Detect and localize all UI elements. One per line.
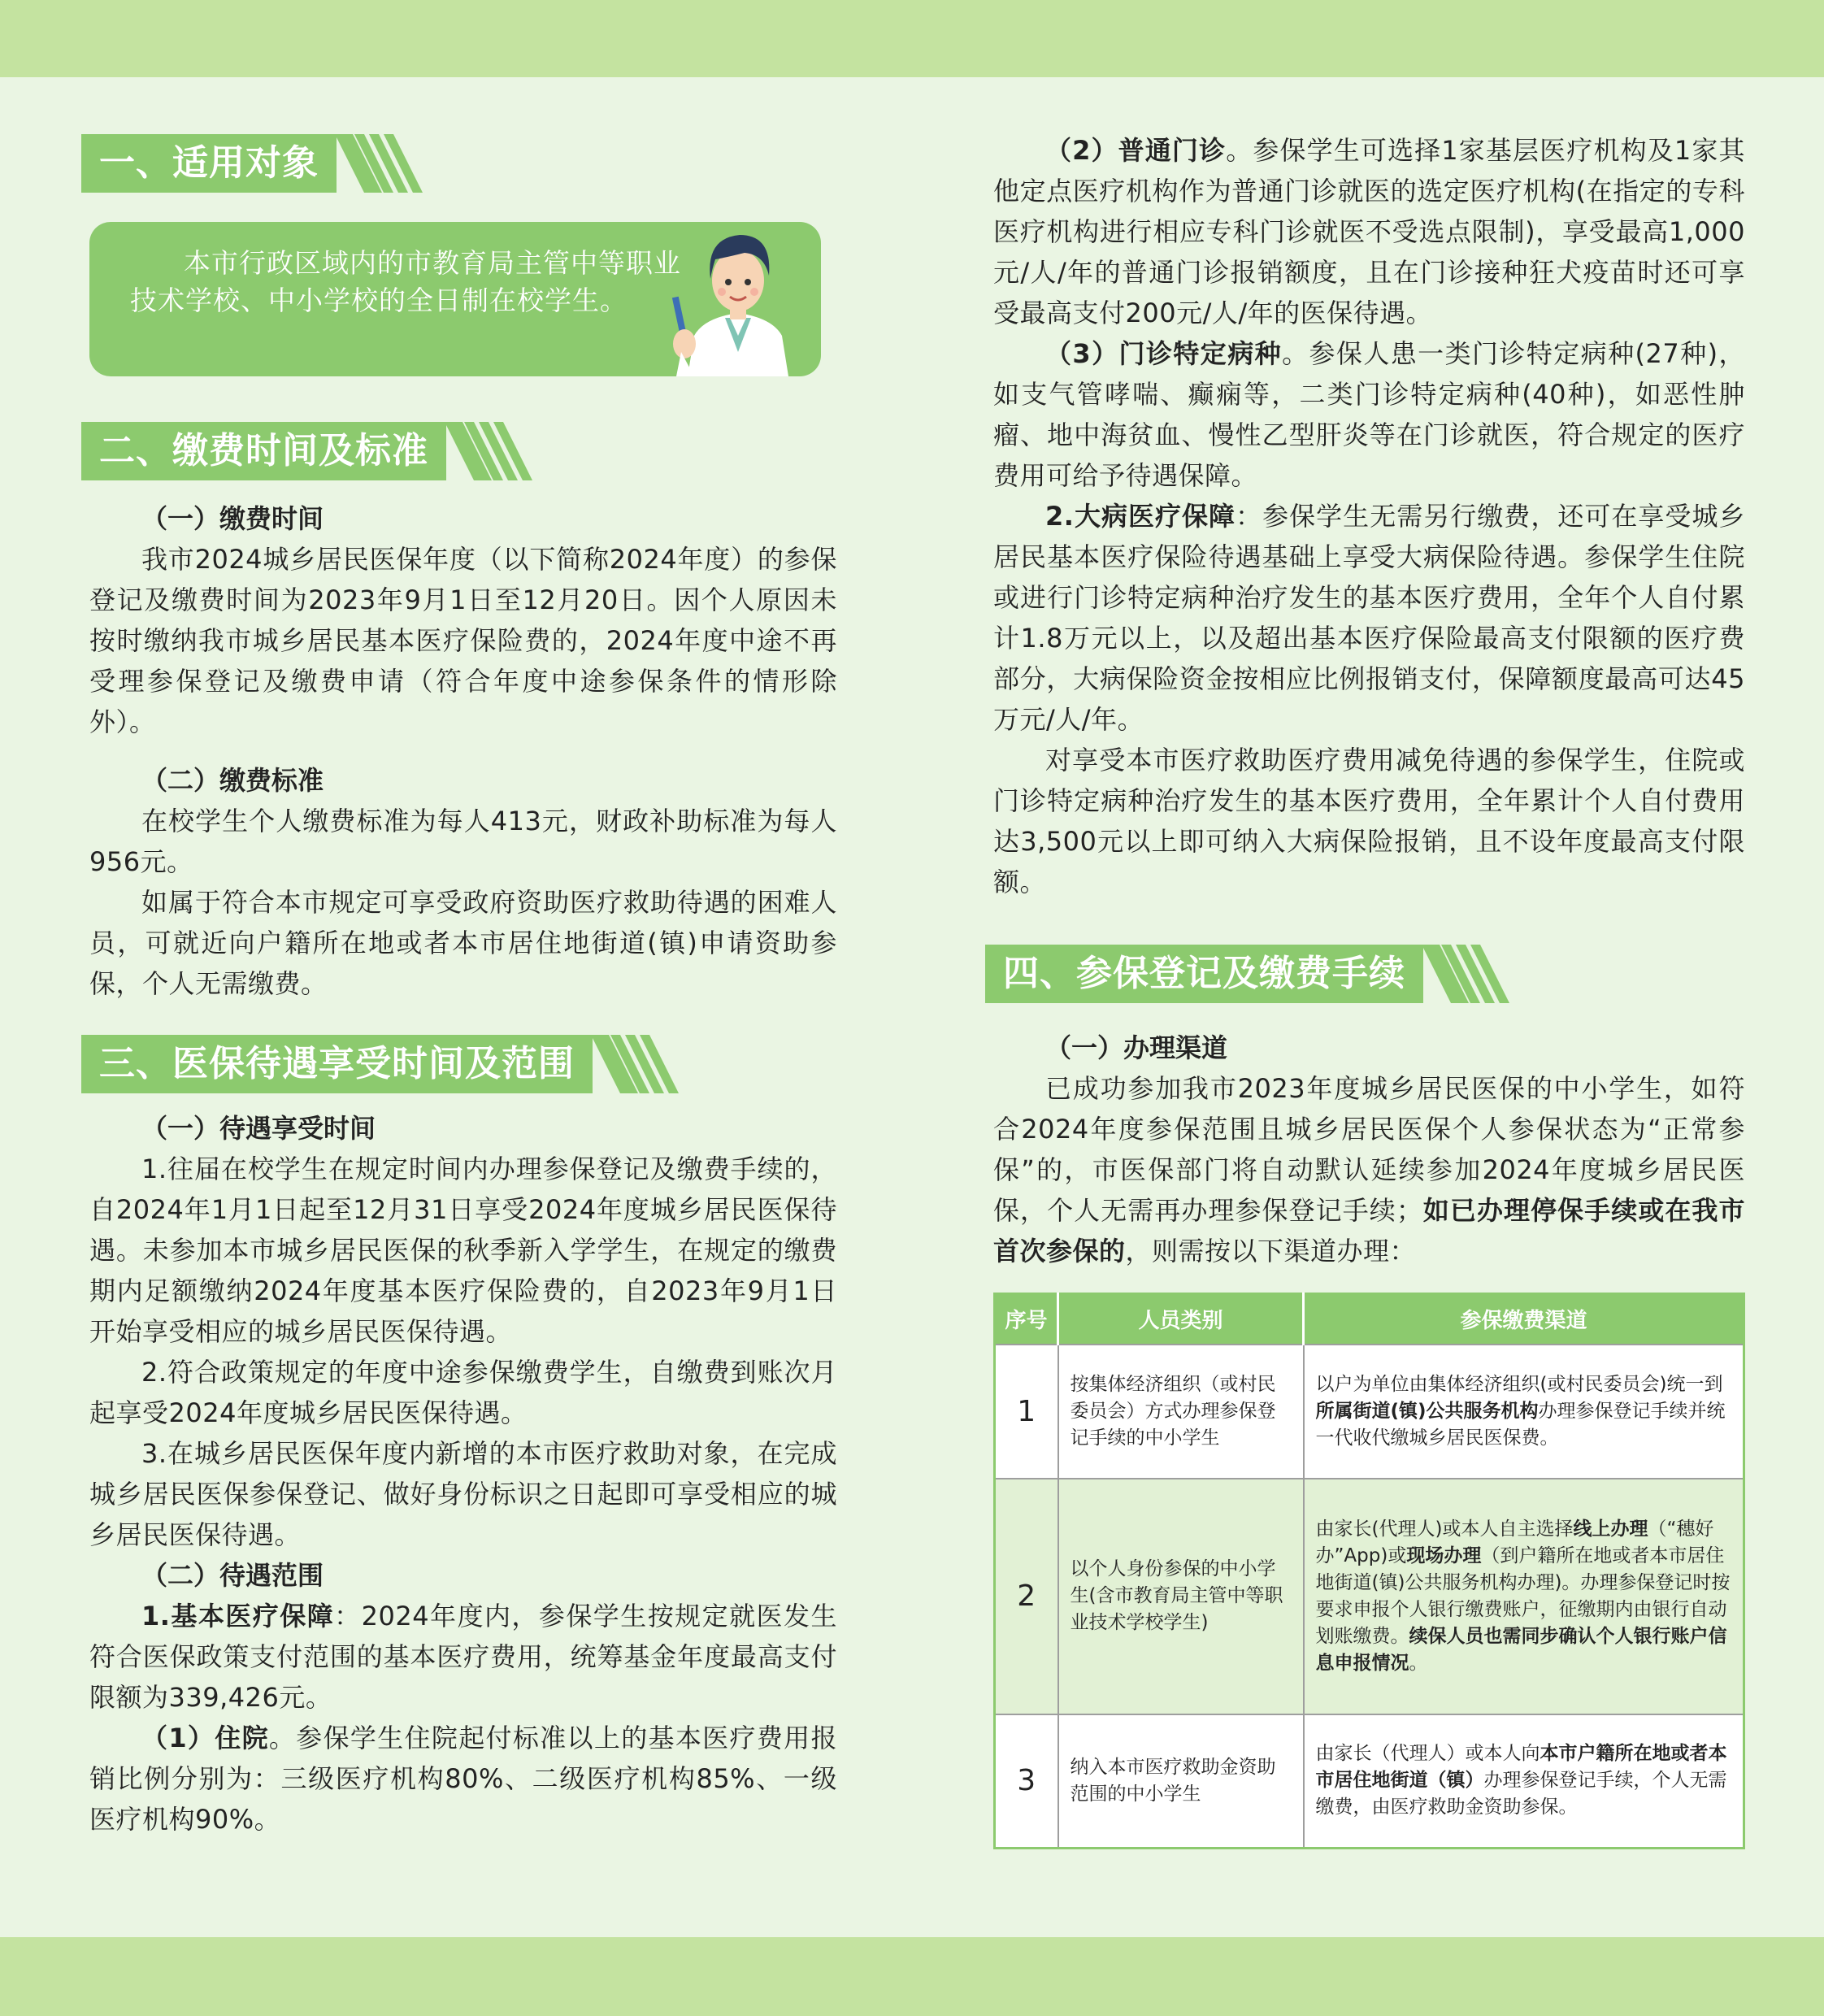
paragraph: （3）门诊特定病种。参保人患一类门诊特定病种(27种)，如支气管哮喘、癫痫等，二类门诊特定病种(40种)，如恶性肿瘤、地中海贫血、慢性乙型肝炎等在门诊就医，符合规定的医疗费用可给予待遇保障。 (993, 338, 1745, 491)
paragraph: 2.大病医疗保障：参保学生无需另行缴费，还可在享受城乡居民基本医疗保险待遇基础上享受大病保险待遇。参保学生住院或进行门诊特定病种治疗发生的基本医疗费用，全年个人自付累计1.8万元以上，以及超出基本医疗保险最高支付限额的医疗费部分，大病保险资金按相应比例报销支付，保障额度最高可达45万元/人/年。 (993, 501, 1745, 735)
subheading: （一）待遇享受时间 (141, 1113, 376, 1144)
stripes-decoration-icon (1422, 945, 1519, 1003)
stripes-decoration-icon (335, 134, 424, 193)
paragraph: 3.在城乡居民医保年度内新增的本市医疗救助对象，在完成城乡居民医保参保登记、做好身份标识之日起即可享受相应的城乡居民医保待遇。 (89, 1438, 837, 1550)
subheading: （一）办理渠道 (1045, 1032, 1228, 1063)
table-header-row (995, 1294, 1744, 1345)
header-cell: 人员类别 (1058, 1294, 1304, 1345)
section-title: 三、医保待遇享受时间及范围 (81, 1035, 593, 1093)
paragraph: 我市2024城乡居民医保年度（以下简称2024年度）的参保登记及缴费时间为2023年9月1日至12月20日。因个人原因未按时缴纳我市城乡居民基本医疗保险费的，2024年度中途不再受理参保登记及缴费申请（符合年度中途参保条件的情形除外）。 (89, 544, 837, 737)
stripes-decoration-icon (445, 422, 542, 480)
row-number: 2 (995, 1479, 1058, 1714)
channel-description: 由家长（代理人）或本人向本市户籍所在地或者本市居住地街道（镇）办理参保登记手续，个人无需缴费，由医疗救助金资助参保。 (1304, 1714, 1744, 1849)
row-number: 1 (995, 1345, 1058, 1479)
table-row (995, 1479, 1744, 1714)
paragraph: 在校学生个人缴费标准为每人413元，财政补助标准为每人956元。 (89, 806, 837, 877)
header-cell: 参保缴费渠道 (1304, 1294, 1744, 1345)
table-row (995, 1345, 1744, 1479)
section-title: 四、参保登记及缴费手续 (985, 945, 1423, 1003)
stripes-decoration-icon (591, 1035, 688, 1093)
channel-description: 以户为单位由集体经济组织(或村民委员会)统一到所属街道(镇)公共服务机构办理参保登记手续并统一代收代缴城乡居民医保费。 (1304, 1345, 1744, 1479)
section-header-3 (81, 1035, 837, 1093)
person-category: 按集体经济组织（或村民委员会）方式办理参保登记手续的中小学生 (1058, 1345, 1304, 1479)
section-title: 一、适用对象 (81, 134, 337, 193)
right-column (993, 130, 1745, 1849)
paragraph: （2）普通门诊。参保学生可选择1家基层医疗机构及1家其他定点医疗机构作为普通门诊就医的选定医疗机构(在指定的专科医疗机构进行相应专科门诊就医不受选点限制)，享受最高1,000元/人/年的普通门诊报销额度，且在门诊接种狂犬疫苗时还可享受最高支付200元/人/年的医保待遇。 (993, 135, 1745, 328)
paragraph: 2.符合政策规定的年度中途参保缴费学生，自缴费到账次月起享受2024年度城乡居民医保待遇。 (89, 1357, 837, 1428)
eligibility-card (89, 222, 821, 376)
paragraph: 对享受本市医疗救助医疗费用减免待遇的参保学生，住院或门诊特定病种治疗发生的基本医疗费用，全年累计个人自付费用达3,500元以上即可纳入大病保险报销，且不设年度最高支付限额。 (993, 745, 1745, 897)
table-row (995, 1714, 1744, 1849)
paragraph: （1）住院。参保学生住院起付标准以上的基本医疗费用报销比例分别为：三级医疗机构80%、二级医疗机构85%、一级医疗机构90%。 (89, 1723, 837, 1835)
left-column (89, 134, 837, 1840)
subheading: （二）缴费标准 (141, 765, 324, 796)
top-band (0, 0, 1824, 77)
subheading: （一）缴费时间 (141, 503, 324, 534)
channels-table (993, 1293, 1745, 1849)
bottom-band (0, 1937, 1824, 2016)
person-category: 纳入本市医疗救助金资助范围的中小学生 (1058, 1714, 1304, 1849)
paragraph: 已成功参加我市2023年度城乡居民医保的中小学生，如符合2024年度参保范围且城乡居民医保个人参保状态为“正常参保”的，市医保部门将自动默认延续参加2024年度城乡居民医保，个人无需再办理参保登记手续；如已办理停保手续或在我市首次参保的，则需按以下渠道办理： (993, 1073, 1745, 1267)
channel-description: 由家长(代理人)或本人自主选择线上办理（“穗好办”App)或现场办理（到户籍所在地或者本市居住地街道(镇)公共服务机构办理)。办理参保登记时按要求申报个人银行缴费账户，征缴期内由银行自动划账缴费。续保人员也需同步确认个人银行账户信息申报情况。 (1304, 1479, 1744, 1714)
paragraph: 1.往届在校学生在规定时间内办理参保登记及缴费手续的，自2024年1月1日起至12月31日享受2024年度城乡居民医保待遇。未参加本市城乡居民医保的秋季新入学学生，在规定的缴费期内足额缴纳2024年度基本医疗保险费的，自2023年9月1日开始享受相应的城乡居民医保待遇。 (89, 1154, 837, 1347)
section-header-1 (81, 134, 837, 193)
doctor-illustration-icon (665, 222, 811, 376)
paragraph: 1.基本医疗保障：2024年度内，参保学生按规定就医发生符合医保政策支付范围的基本医疗费用，统筹基金年度最高支付限额为339,426元。 (89, 1601, 837, 1713)
eligibility-text: 本市行政区域内的市教育局主管中等职业技术学校、中小学校的全日制在校学生。 (130, 247, 681, 316)
person-category: 以个人身份参保的中小学生(含市教育局主管中等职业技术学校学生) (1058, 1479, 1304, 1714)
row-number: 3 (995, 1714, 1058, 1849)
section-title: 二、缴费时间及标准 (81, 422, 446, 480)
paragraph: 如属于符合本市规定可享受政府资助医疗救助待遇的困难人员，可就近向户籍所在地或者本市居住地街道(镇)申请资助参保，个人无需缴费。 (89, 887, 837, 999)
header-cell: 序号 (995, 1294, 1058, 1345)
subheading: （二）待遇范围 (141, 1560, 324, 1591)
section-header-4 (985, 945, 1745, 1003)
section-header-2 (81, 422, 837, 480)
